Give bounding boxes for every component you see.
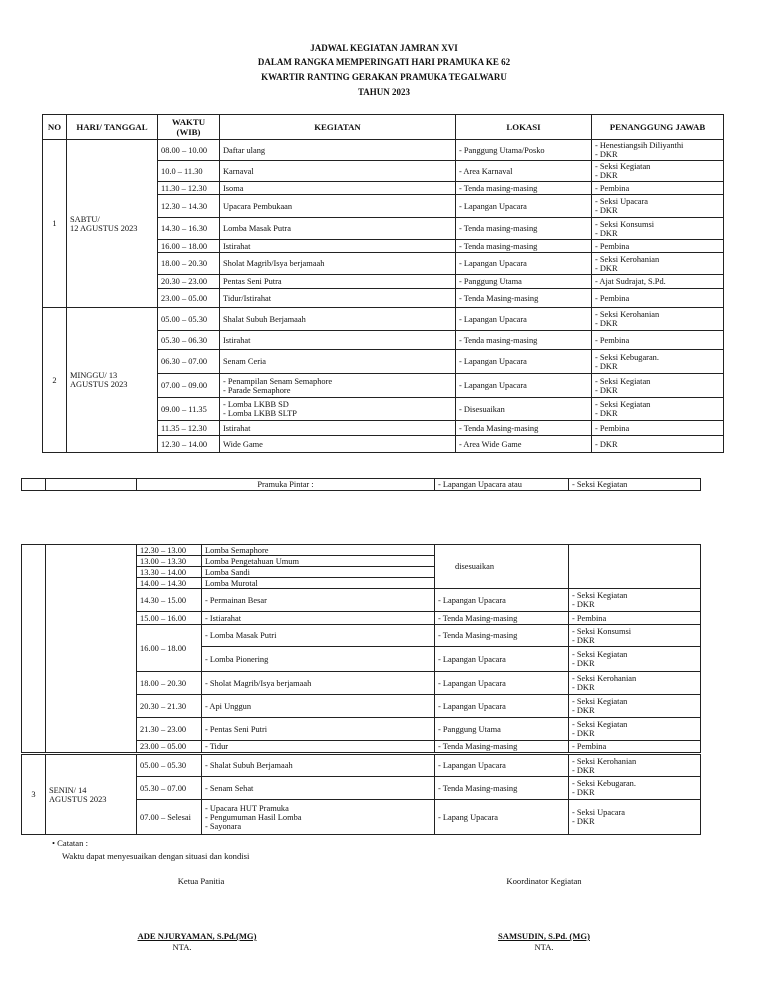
activity-cell: - Api Unggun <box>202 695 435 718</box>
activity-cell: Lomba Semaphore <box>202 545 435 556</box>
pic-cell <box>592 253 724 275</box>
activity-cell: Sholat Magrib/Isya berjamaah <box>220 253 456 275</box>
day-number: 2 <box>43 308 67 453</box>
time-cell: 13.00 – 13.30 <box>137 556 202 567</box>
location-cell: - Tenda masing-masing <box>456 182 592 195</box>
activity-cell: Lomba Sandi <box>202 567 435 578</box>
location-cell: - Area Karnaval <box>456 161 592 182</box>
pic-cell: - Ajat Sudrajat, S.Pd. <box>592 275 724 289</box>
activity-cell: - Tidur <box>202 741 435 753</box>
location-cell: - Panggung Utama <box>435 718 569 741</box>
pic-line: - Seksi Kebugaran. <box>595 352 659 362</box>
table-row <box>22 545 701 556</box>
time-cell: 11.35 – 12.30 <box>158 421 220 436</box>
location-cell: - Area Wide Game <box>456 436 592 453</box>
time-cell: 18.00 – 20.30 <box>158 253 220 275</box>
pic-cell: - Pembina <box>592 289 724 308</box>
time-cell: 16.00 – 18.00 <box>137 625 202 672</box>
activity-cell: - Pentas Seni Putri <box>202 718 435 741</box>
time-cell: 20.30 – 23.00 <box>158 275 220 289</box>
pic-cell: - Pembina <box>592 421 724 436</box>
activity-cell: - Lomba Masak Putri <box>202 625 435 647</box>
time-cell: 05.00 – 05.30 <box>158 308 220 331</box>
bullet-icon: • <box>52 838 56 848</box>
activity-cell: Lomba Pengetahuan Umum <box>202 556 435 567</box>
time-cell: 11.30 – 12.30 <box>158 182 220 195</box>
activity-cell: - Sholat Magrib/Isya berjamaah <box>202 672 435 695</box>
empty-cell <box>46 479 137 491</box>
pic-cell <box>592 161 724 182</box>
notes-text: Waktu dapat menyesuaikan dengan situasi dan kondisi <box>62 851 250 861</box>
activity-cell: Pramuka Pintar : <box>137 479 435 491</box>
activity-cell: Tidur/Istirahat <box>220 289 456 308</box>
doc-title: JADWAL KEGIATAN JAMRAN XVI <box>310 43 458 53</box>
pic-cell <box>569 695 701 718</box>
pic-cell <box>592 140 724 161</box>
doc-subtitle: DALAM RANGKA MEMPERINGATI HARI PRAMUKA KE 62 <box>257 57 511 67</box>
day-number: 3 <box>22 755 46 835</box>
pic-cell <box>569 589 701 612</box>
pic-cell <box>592 374 724 398</box>
day-date <box>67 140 158 308</box>
time-cell: 06.30 – 07.00 <box>158 350 220 374</box>
day-date-line: MINGGU/ 13 <box>70 371 118 380</box>
time-cell: 15.00 – 16.00 <box>137 612 202 625</box>
activity-cell: Wide Game <box>220 436 456 453</box>
time-cell: 14.00 – 14.30 <box>137 578 202 589</box>
day-date-line: SENIN/ 14 <box>49 785 87 795</box>
location-cell: - Tenda Masing-masing <box>435 612 569 625</box>
pic-line: - Seksi Kegiatan <box>595 400 651 409</box>
location-cell: - Tenda Masing-masing <box>456 421 592 436</box>
pic-line: - Seksi Kerohanian <box>572 674 637 683</box>
pic-line: - Seksi Kegiatan <box>595 162 651 171</box>
schedule-table-continued-row <box>21 478 701 491</box>
pic-line: - DKR <box>572 683 595 692</box>
table-row <box>22 479 701 491</box>
location-cell: disesuaikan <box>435 545 569 589</box>
activity-cell: Istirahat <box>220 421 456 436</box>
location-cell: - Tenda Masing-masing <box>435 741 569 753</box>
time-cell: 07.00 – 09.00 <box>158 374 220 398</box>
time-cell: 07.00 – Selesai <box>137 800 202 835</box>
time-cell: 14.30 – 16.30 <box>158 218 220 240</box>
table-header-row <box>43 115 724 140</box>
day-number: 1 <box>43 140 67 308</box>
activity-line: - Sayonara <box>205 821 242 831</box>
activity-cell: - Permainan Besar <box>202 589 435 612</box>
pic-line: - DKR <box>595 263 618 273</box>
pic-line: - DKR <box>595 385 618 395</box>
pic-line: - Seksi Kegiatan <box>595 376 651 386</box>
doc-organization: KWARTIR RANTING GERAKAN PRAMUKA TEGALWARU <box>261 72 507 82</box>
location-cell: - Tenda Masing-masing <box>435 777 569 800</box>
activity-line: - Upacara HUT Pramuka <box>205 803 289 813</box>
time-cell: 12.30 – 14.30 <box>158 195 220 218</box>
left-signature-role: Ketua Panitia <box>177 876 225 886</box>
pic-line: - Seksi Kebugaran. <box>572 779 636 788</box>
pic-cell <box>569 625 701 647</box>
pic-line: - DKR <box>572 600 595 609</box>
location-cell: - Lapangan Upacara atau <box>435 479 569 491</box>
pic-line: - Seksi Kerohanian <box>595 310 660 319</box>
pic-line: - Seksi Kerohanian <box>595 254 660 264</box>
pic-cell: - Seksi Kegiatan <box>569 479 701 491</box>
empty-cell <box>46 545 137 753</box>
location-cell: - Lapangan Upacara <box>456 195 592 218</box>
pic-cell: - Pembina <box>569 612 701 625</box>
location-cell: - Lapangan Upacara <box>435 589 569 612</box>
time-cell: 05.00 – 05.30 <box>137 755 202 777</box>
col-time-header: WAKTU (WIB) <box>158 115 220 140</box>
activity-line: - Pengumuman Hasil Lomba <box>205 812 302 822</box>
left-signature-name <box>87 931 307 941</box>
day-date-line: AGUSTUS 2023 <box>49 794 107 804</box>
location-cell: - Lapangan Upacara <box>456 308 592 331</box>
activity-cell <box>220 374 456 398</box>
pic-cell: - Pembina <box>592 331 724 350</box>
schedule-table-1 <box>42 114 724 453</box>
activity-cell: Karnaval <box>220 161 456 182</box>
activity-cell: Lomba Masak Putra <box>220 218 456 240</box>
pic-cell <box>569 755 701 777</box>
pic-cell <box>569 718 701 741</box>
pic-line: - DKR <box>572 788 595 797</box>
pic-line: - Seksi Upacara <box>572 808 626 817</box>
col-no-header: NO <box>43 115 67 140</box>
location-cell: - Tenda Masing-masing <box>435 625 569 647</box>
left-signature-name-text: ADE NJURYAMAN, S.Pd.(MG) <box>137 931 257 941</box>
activity-line: - Penampilan Senam Semaphore <box>223 376 333 386</box>
left-signature-nta: NTA. <box>172 942 192 952</box>
location-cell: - Lapangan Upacara <box>456 350 592 374</box>
right-signature-nta: NTA. <box>534 942 554 952</box>
activity-cell: - Lomba Pionering <box>202 647 435 672</box>
activity-cell: Daftar ulang <box>220 140 456 161</box>
pic-cell <box>569 672 701 695</box>
empty-cell <box>22 479 46 491</box>
col-location-header: LOKASI <box>456 115 592 140</box>
time-cell: 12.30 – 13.00 <box>137 545 202 556</box>
activity-cell <box>202 800 435 835</box>
pic-line: - DKR <box>595 171 618 180</box>
pic-cell: - Pembina <box>592 240 724 253</box>
activity-cell <box>220 398 456 421</box>
time-cell: 12.30 – 14.00 <box>158 436 220 453</box>
activity-cell: Shalat Subuh Berjamaah <box>220 308 456 331</box>
activity-cell: - Istiarahat <box>202 612 435 625</box>
location-cell: - Lapangan Upacara <box>435 647 569 672</box>
activity-cell: Pentas Seni Putra <box>220 275 456 289</box>
activity-cell: Isoma <box>220 182 456 195</box>
time-cell: 18.00 – 20.30 <box>137 672 202 695</box>
location-cell: - Tenda Masing-masing <box>456 289 592 308</box>
pic-cell: - Pembina <box>569 741 701 753</box>
pic-cell <box>569 777 701 800</box>
activity-line: - Lomba LKBB SLTP <box>223 409 297 418</box>
right-signature-role: Koordinator Kegiatan <box>506 876 582 886</box>
location-cell: - Panggung Utama <box>456 275 592 289</box>
pic-cell <box>592 308 724 331</box>
doc-year: TAHUN 2023 <box>357 87 411 97</box>
time-cell: 14.30 – 15.00 <box>137 589 202 612</box>
location-cell: - Lapangan Upacara <box>435 755 569 777</box>
activity-line: - Parade Semaphore <box>223 385 291 395</box>
day-date-line: AGUSTUS 2023 <box>70 380 128 389</box>
notes-label-text: Catatan : <box>57 838 88 848</box>
pic-line: - DKR <box>595 228 618 238</box>
pic-line: - DKR <box>595 361 618 371</box>
activity-cell: Senam Ceria <box>220 350 456 374</box>
time-cell: 08.00 – 10.00 <box>158 140 220 161</box>
col-date-header: HARI/ TANGGAL <box>67 115 158 140</box>
location-cell: - Disesuaikan <box>456 398 592 421</box>
location-cell: - Tenda masing-masing <box>456 240 592 253</box>
activity-cell: Lomba Murotal <box>202 578 435 589</box>
col-pic-header: PENANGGUNG JAWAB <box>592 115 724 140</box>
activity-line: - Lomba LKBB SD <box>223 400 289 409</box>
pic-cell <box>592 398 724 421</box>
notes-label <box>52 838 88 849</box>
right-signature-name-text: SAMSUDIN, S.Pd. (MG) <box>498 931 590 941</box>
time-cell: 20.30 – 21.30 <box>137 695 202 718</box>
time-cell: 23.00 – 05.00 <box>158 289 220 308</box>
time-cell: 10.0 – 11.30 <box>158 161 220 182</box>
pic-line: - DKR <box>572 659 595 668</box>
activity-cell: Upacara Pembukaan <box>220 195 456 218</box>
day-date <box>46 755 137 835</box>
table-row <box>43 140 724 161</box>
pic-line: - Seksi Konsumsi <box>595 219 655 229</box>
day-date-line: 12 AGUSTUS 2023 <box>70 223 138 233</box>
location-cell: - Tenda masing-masing <box>456 331 592 350</box>
time-cell: 05.30 – 06.30 <box>158 331 220 350</box>
pic-line: - DKR <box>595 206 618 215</box>
activity-cell: - Senam Sehat <box>202 777 435 800</box>
empty-cell <box>22 545 46 753</box>
time-cell: 16.00 – 18.00 <box>158 240 220 253</box>
pic-line: - Henestiangsih Diliyanthi <box>595 141 684 150</box>
pic-line: - DKR <box>572 729 595 738</box>
pic-cell <box>592 218 724 240</box>
pic-line: - DKR <box>572 765 595 775</box>
pic-line: - Seksi Kegiatan <box>572 650 628 659</box>
pic-line: - DKR <box>572 635 595 645</box>
pic-line: - DKR <box>595 319 618 328</box>
col-activity-header: KEGIATAN <box>220 115 456 140</box>
schedule-table-2 <box>21 544 701 753</box>
day-date-line: SABTU/ <box>70 214 100 224</box>
activity-cell: Istirahat <box>220 240 456 253</box>
right-signature-name <box>434 931 654 941</box>
pic-cell <box>592 195 724 218</box>
time-cell: 21.30 – 23.00 <box>137 718 202 741</box>
table-row <box>22 755 701 777</box>
pic-line: - Seksi Upacara <box>595 197 649 206</box>
day-date <box>67 308 158 453</box>
location-cell: - Lapang Upacara <box>435 800 569 835</box>
location-cell: - Lapangan Upacara <box>435 695 569 718</box>
activity-cell: Istirahat <box>220 331 456 350</box>
location-cell: - Lapangan Upacara <box>456 374 592 398</box>
pic-cell <box>592 350 724 374</box>
pic-line: - DKR <box>595 150 618 159</box>
time-cell: 13.30 – 14.00 <box>137 567 202 578</box>
activity-cell: - Shalat Subuh Berjamaah <box>202 755 435 777</box>
pic-cell: - Pembina <box>592 182 724 195</box>
location-cell: - Panggung Utama/Posko <box>456 140 592 161</box>
schedule-table-day3 <box>21 754 701 835</box>
pic-line: - DKR <box>572 817 595 826</box>
pic-cell: - DKR <box>592 436 724 453</box>
time-cell: 23.00 – 05.00 <box>137 741 202 753</box>
location-cell: - Lapangan Upacara <box>435 672 569 695</box>
time-cell: 05.30 – 07.00 <box>137 777 202 800</box>
pic-cell <box>569 647 701 672</box>
pic-line: - DKR <box>572 706 595 715</box>
location-cell: - Lapangan Upacara <box>456 253 592 275</box>
pic-line: - Seksi Kegiatan <box>572 697 628 706</box>
pic-line: - Seksi Konsumsi <box>572 626 632 636</box>
pic-line: - Seksi Kegiatan <box>572 720 628 729</box>
pic-cell <box>569 545 701 589</box>
time-cell: 09.00 – 11.35 <box>158 398 220 421</box>
pic-line: - Seksi Kerohanian <box>572 756 637 766</box>
pic-line: - DKR <box>595 409 618 418</box>
pic-cell <box>569 800 701 835</box>
location-cell: - Tenda masing-masing <box>456 218 592 240</box>
pic-line: - Seksi Kegiatan <box>572 591 628 600</box>
table-row <box>43 308 724 331</box>
